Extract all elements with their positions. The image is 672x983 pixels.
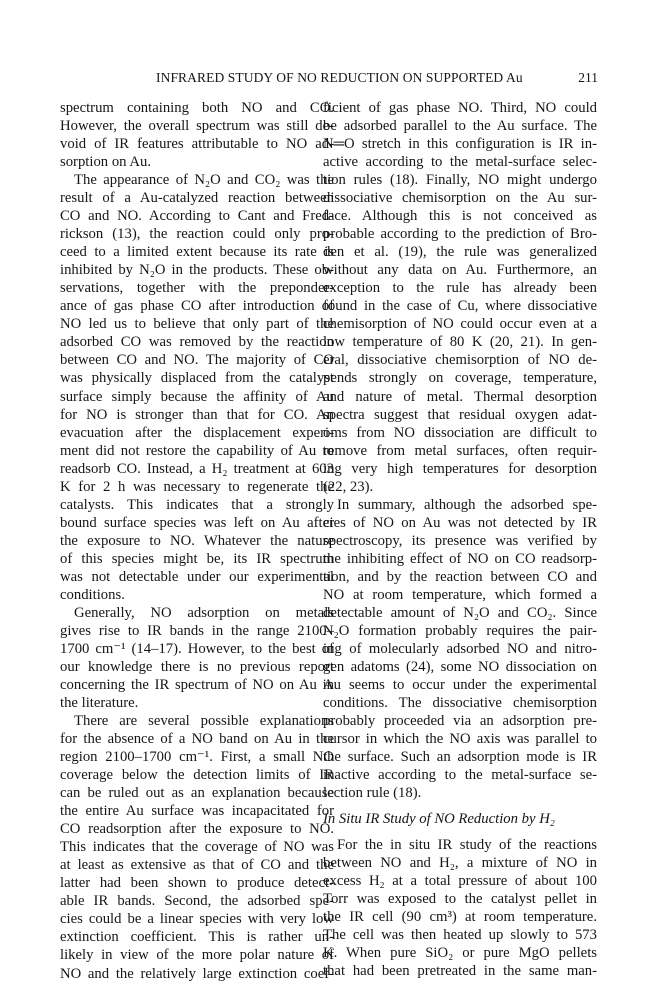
text-line: low temperature of 80 K (20, 21). In gen- [323, 334, 597, 351]
text-line: between NO and H₂, a mixture of NO in [323, 855, 597, 872]
text-line: NO at room temperature, which formed a [323, 586, 597, 603]
text-line: the exposure to NO. Whatever the nature [60, 532, 334, 549]
running-head [60, 70, 598, 90]
text-line: likely in view of the more polar nature of [60, 947, 334, 964]
paragraph-first-line: For the in situ IR study of the reactions [337, 837, 597, 854]
paragraph-first-line: The appearance of N₂O and CO₂ was the [74, 172, 334, 189]
text-line: the literature. [60, 695, 139, 712]
text-line: found in the case of Cu, where dissociative [323, 298, 597, 315]
text-line: adsorbed CO was removed by the reaction [60, 334, 334, 351]
paragraph-first-line: In summary, although the adsorbed spe- [337, 496, 597, 513]
section-heading: In Situ IR Study of NO Reduction by H₂ [323, 811, 555, 828]
text-line: at least as extensive as that of CO and the [60, 857, 334, 874]
text-line: readsorb CO. Instead, a H₂ treatment at 603 [60, 460, 334, 477]
text-line: detectable amount of N₂O and CO₂. Since [323, 604, 597, 621]
text-line: lection rule (18). [323, 785, 422, 802]
text-line: servations, together with the preponder- [60, 280, 334, 297]
text-line: was not detectable under our experimental [60, 568, 334, 585]
text-line: catalysts. This indicates that a strongly [60, 496, 334, 513]
text-line: cies of NO on Au was not detected by IR [323, 514, 597, 531]
text-line: K for 2 h was necessary to regenerate the [60, 478, 334, 495]
text-line: spectroscopy, its presence was verified by [323, 532, 597, 549]
text-line: conditions. The dissociative chemisorption [323, 695, 597, 712]
text-line: inhibited by N₂O in the products. These ob- [60, 262, 334, 279]
text-line: dissociative chemisorption on the Au sur- [323, 190, 597, 207]
text-line: probable according to the prediction of Bro- [323, 226, 597, 243]
page-number: 211 [578, 70, 598, 85]
text-line: active according to the metal-surface selec- [323, 154, 597, 171]
text-line: K. When pure SiO₂ or pure MgO pellets [323, 945, 597, 962]
text-line: Torr was exposed to the catalyst pellet in [323, 891, 597, 908]
text-line: ance of gas phase CO after introduction of [60, 298, 334, 315]
text-line: be adsorbed parallel to the Au surface. The [323, 118, 597, 135]
text-line: region 2100–1700 cm⁻¹. First, a small NO [60, 749, 334, 766]
text-line: void of IR features attributable to NO ad- [60, 136, 334, 153]
text-line: for NO is stronger than that for CO. An [60, 406, 334, 423]
text-line: pends strongly on coverage, temperature, [323, 370, 597, 387]
text-line: extinction coefficient. This is rather un- [60, 929, 334, 946]
text-line: oms from NO dissociation are difficult to [323, 424, 597, 441]
text-line: (22, 23). [323, 478, 374, 495]
text-line: bound surface species was left on Au after [60, 514, 334, 531]
text-line: latter had been shown to produce detect- [60, 875, 334, 892]
text-line: N═O stretch in this configuration is IR in- [323, 136, 597, 153]
text-line: ment did not restore the capability of Au to [60, 442, 334, 459]
paragraph-first-line: Generally, NO adsorption on metals [74, 604, 334, 621]
text-line: evacuation after the displacement experi- [60, 424, 334, 441]
text-line: cies could be a linear species with very low [60, 911, 334, 928]
text-line: gen adatoms (24), some NO dissociation on [323, 658, 597, 675]
text-line: cursor in which the NO axis was parallel to [323, 731, 597, 748]
text-line: was physically displaced from the catalyst [60, 370, 334, 387]
text-line: This indicates that the coverage of NO was [60, 839, 334, 856]
text-line: and nature of metal. Thermal desorption [323, 388, 597, 405]
text-line: able IR bands. Second, the adsorbed spe- [60, 893, 334, 910]
text-line: coverage below the detection limits of IR [60, 767, 334, 784]
text-line: chemisorption of NO could occur even at a [323, 316, 597, 333]
text-line: Au seems to occur under the experimental [323, 677, 597, 693]
text-line: ficient of gas phase NO. Third, NO could [323, 100, 597, 116]
text-line: 1700 cm⁻¹ (14–17). However, to the best of [60, 640, 334, 657]
text-line: N₂O formation probably requires the pair- [323, 622, 597, 639]
text-line: CO and NO. According to Cant and Fred- [60, 208, 334, 225]
right-column [323, 99, 597, 981]
text-line: gives rise to IR bands in the range 2100– [60, 622, 334, 639]
text-line: ceed to a limited extent because its rate is [60, 244, 334, 261]
text-line: exception to the rule has already been [323, 280, 597, 297]
text-line: spectra suggest that residual oxygen adat- [323, 406, 597, 423]
text-line: probably proceeded via an adsorption pre- [323, 713, 597, 730]
text-line: tion rules (18). Finally, NO might undergo [323, 172, 597, 189]
text-line: rickson (13), the reaction could only pro- [60, 226, 334, 243]
text-line: result of a Au-catalyzed reaction between [60, 190, 334, 207]
running-title: INFRARED STUDY OF NO REDUCTION ON SUPPORTED Au [156, 70, 523, 85]
text-line: face. Although this is not conceived as [323, 208, 597, 225]
text-line: without any data on Au. Furthermore, an [323, 262, 597, 279]
text-line: inactive according to the metal-surface se- [323, 767, 597, 784]
text-line: surface simply because the affinity of Au [60, 388, 334, 405]
text-line: sorption on Au. [60, 154, 151, 171]
text-line: the entire Au surface was incapacitated for [60, 803, 334, 820]
text-line: our knowledge there is no previous report [60, 658, 334, 675]
text-line: conditions. [60, 586, 125, 603]
text-line: of this species might be, its IR spectrum [60, 550, 334, 567]
text-line: can be ruled out as an explanation because [60, 785, 334, 802]
text-line: ing of molecularly adsorbed NO and nitro- [323, 640, 597, 657]
text-line: tion, and by the reaction between CO and [323, 568, 597, 585]
text-line: The cell was then heated up slowly to 573 [323, 927, 597, 944]
text-line: However, the overall spectrum was still de- [60, 118, 334, 135]
text-line: the inhibiting effect of NO on CO readsorp- [323, 550, 597, 567]
text-line: ing very high temperatures for desorption [323, 460, 597, 477]
text-line: that had been pretreated in the same man- [323, 963, 597, 980]
text-line: for the absence of a NO band on Au in the [60, 731, 334, 748]
text-line: NO and the relatively large extinction coef- [60, 965, 334, 982]
left-column [60, 99, 334, 983]
text-line: concerning the IR spectrum of NO on Au in [60, 677, 334, 693]
text-line: CO readsorption after the exposure to NO. [60, 821, 334, 838]
text-line: NO led us to believe that only part of the [60, 316, 334, 333]
text-line: between CO and NO. The majority of CO [60, 352, 334, 369]
text-line: den et al. (19), the rule was generalized [323, 244, 597, 261]
paragraph-first-line: There are several possible explanations [74, 713, 334, 730]
text-line: remove from metal surfaces, often requir- [323, 442, 597, 459]
text-line: excess H₂ at a total pressure of about 100 [323, 873, 597, 890]
text-line: the IR cell (90 cm³) at room temperature. [323, 909, 597, 926]
text-line: spectrum containing both NO and CO. [60, 100, 334, 116]
text-line: the surface. Such an adsorption mode is IR [323, 749, 597, 766]
text-line: eral, dissociative chemisorption of NO de- [323, 352, 597, 369]
